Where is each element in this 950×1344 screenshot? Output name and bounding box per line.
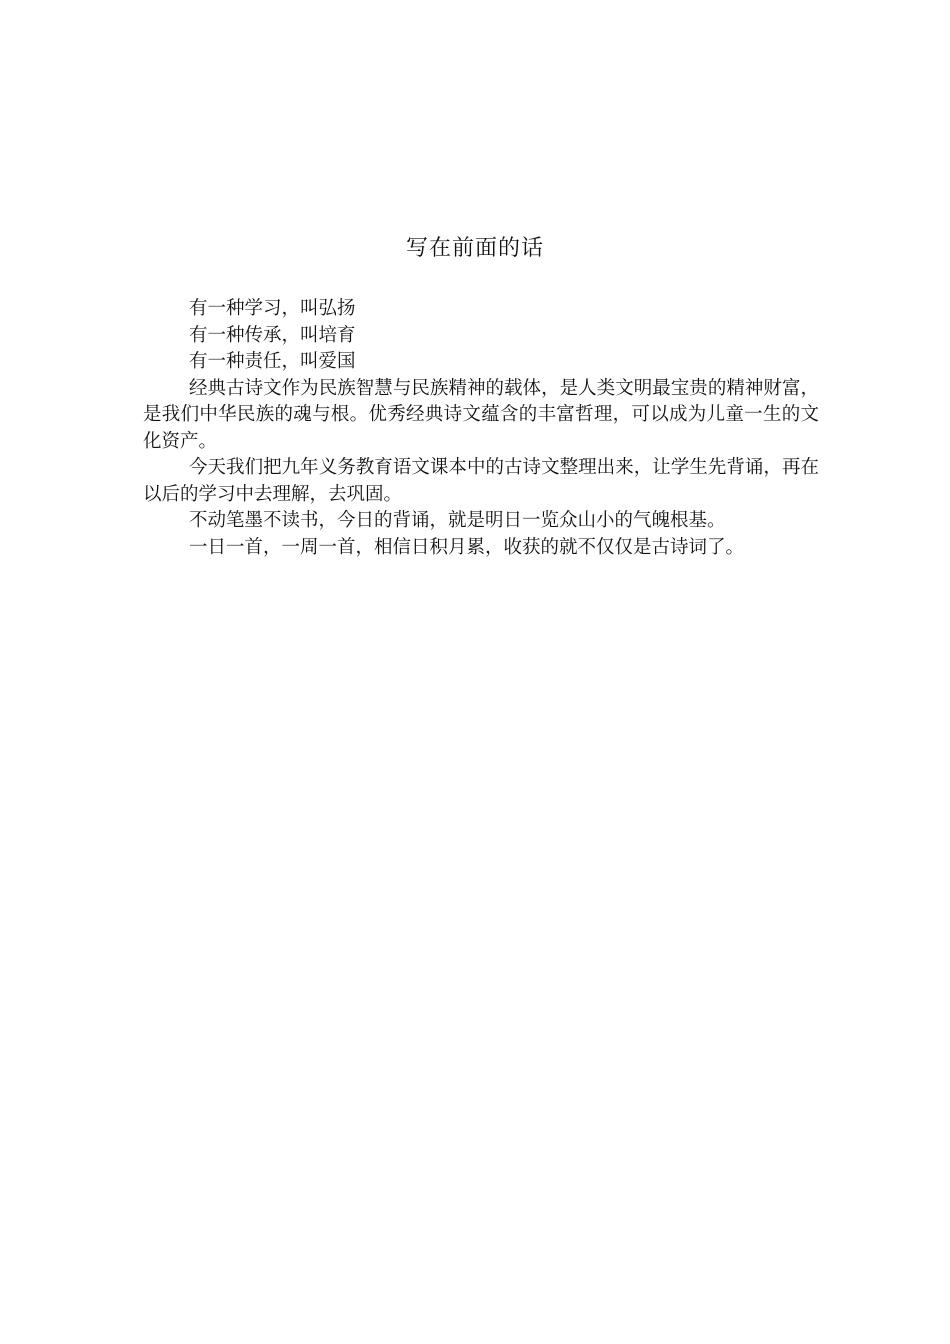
paragraph-line-1: 有一种学习，叫弘扬 (189, 298, 356, 319)
document-body (143, 296, 819, 561)
paragraph-daily: 一日一首，一周一首，相信日积月累，收获的就不仅仅是古诗词了。 (189, 536, 745, 558)
paragraph-line-3: 有一种责任，叫爱国 (189, 351, 356, 372)
paragraph-today: 今天我们把九年义务教育语文课本中的古诗文整理出来，让学生先背诵，再在以后的学习中去理解，去巩固。 (143, 457, 819, 505)
page-title: 写在前面的话 (405, 236, 544, 261)
paragraph-classics: 经典古诗文作为民族智慧与民族精神的载体，是人类文明最宝贵的精神财富，是我们中华民族的魂与根。优秀经典诗文蕴含的丰富哲理，可以成为儿童一生的文化资产。 (143, 377, 819, 452)
paragraph-line-2: 有一种传承，叫培育 (189, 324, 356, 346)
paragraph-reading: 不动笔墨不读书，今日的背诵，就是明日一览众山小的气魄根基。 (189, 510, 726, 531)
